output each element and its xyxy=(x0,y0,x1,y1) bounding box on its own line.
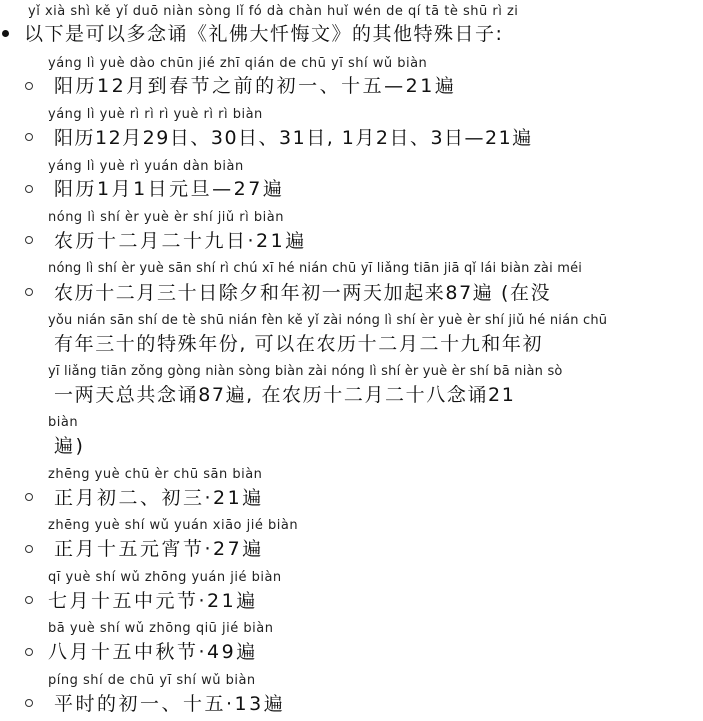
item-pinyin: qī yuè shí wǔ zhōng yuán jié biàn xyxy=(48,570,282,585)
item-pinyin: biàn xyxy=(48,415,79,430)
bullet-icon xyxy=(2,30,9,37)
circle-bullet-icon xyxy=(25,133,33,141)
circle-bullet-icon xyxy=(25,185,33,193)
circle-bullet-icon xyxy=(25,236,33,244)
item-pinyin: nóng lì shí èr yuè èr shí jiǔ rì biàn xyxy=(48,210,284,225)
item-text-line: 一两天总共念诵87遍, 在农历十二月二十八念诵21 xyxy=(54,384,516,406)
item-pinyin: zhēng yuè chū èr chū sān biàn xyxy=(48,467,263,482)
circle-bullet-icon xyxy=(25,596,33,604)
item-text: 阳历12月29日、30日、31日, 1月2日、3日—21遍 xyxy=(54,127,533,149)
intro-pinyin: yǐ xià shì kě yǐ duō niàn sòng lǐ fó dà chàn huǐ wén de qí tā tè shū rì zi xyxy=(28,4,519,19)
item-pinyin: yǒu nián sān shí de tè shū nián fèn kě yǐ zài nóng lì shí èr yuè èr shí jiǔ hé nián chū xyxy=(48,313,608,328)
item-text: 正月初二、初三·21遍 xyxy=(54,487,264,509)
circle-bullet-icon xyxy=(25,648,33,656)
circle-bullet-icon xyxy=(25,545,33,553)
item-pinyin: yáng lì yuè rì rì rì yuè rì rì biàn xyxy=(48,107,263,122)
item-text: 阳历1月1日元旦—27遍 xyxy=(54,178,285,200)
item-text: 七月十五中元节·21遍 xyxy=(48,590,258,612)
item-text-line: 农历十二月三十日除夕和年初一两天加起来87遍 (在没 xyxy=(54,282,552,304)
item-text: 八月十五中秋节·49遍 xyxy=(48,641,258,663)
item-pinyin: nóng lì shí èr yuè sān shí rì chú xī hé nián chū yī liǎng tiān jiā qǐ lái biàn zài méi xyxy=(48,261,583,276)
item-pinyin: bā yuè shí wǔ zhōng qiū jié biàn xyxy=(48,621,274,636)
item-text: 农历十二月二十九日·21遍 xyxy=(54,230,307,252)
item-text: 平时的初一、十五·13遍 xyxy=(54,693,286,715)
item-text-line: 遍) xyxy=(54,435,86,457)
circle-bullet-icon xyxy=(25,288,33,296)
intro-text: 以下是可以多念诵《礼佛大忏悔文》的其他特殊日子: xyxy=(24,23,504,45)
circle-bullet-icon xyxy=(25,493,33,501)
item-pinyin: píng shí de chū yī shí wǔ biàn xyxy=(48,673,256,688)
item-pinyin: yī liǎng tiān zǒng gòng niàn sòng biàn zài nóng lì shí èr yuè èr shí bā niàn sò xyxy=(48,364,563,379)
circle-bullet-icon xyxy=(25,699,33,707)
circle-bullet-icon xyxy=(25,82,33,90)
item-pinyin: yáng lì yuè rì yuán dàn biàn xyxy=(48,159,244,174)
item-text: 阳历12月到春节之前的初一、十五—21遍 xyxy=(54,75,457,97)
item-text-line: 有年三十的特殊年份, 可以在农历十二月二十九和年初 xyxy=(54,333,544,355)
item-pinyin: yáng lì yuè dào chūn jié zhī qián de chū yī shí wǔ biàn xyxy=(48,56,428,71)
item-text: 正月十五元宵节·27遍 xyxy=(54,538,264,560)
item-pinyin: zhēng yuè shí wǔ yuán xiāo jié biàn xyxy=(48,518,299,533)
